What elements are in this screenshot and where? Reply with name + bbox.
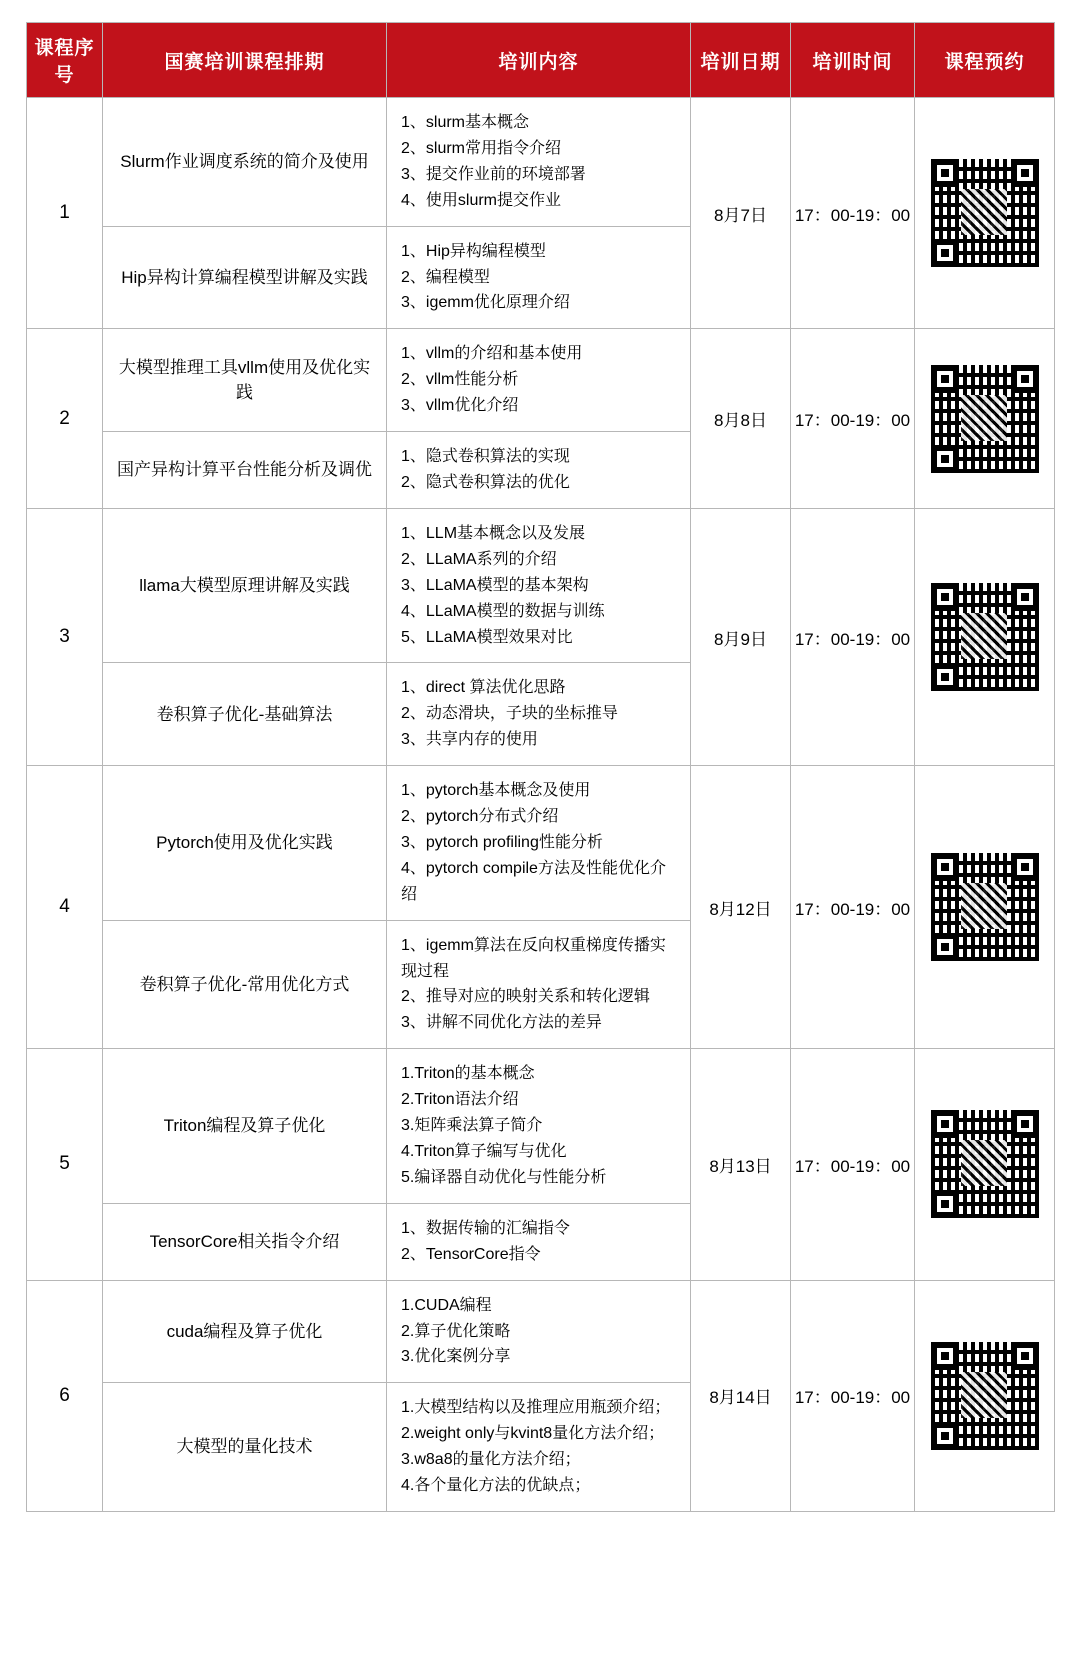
content-line: 2、编程模型	[401, 268, 490, 286]
qr-code-icon[interactable]	[931, 365, 1039, 473]
qr-data-region	[961, 395, 1007, 441]
course-content-cell	[387, 1383, 691, 1512]
content-line: 3、LLaMA模型的基本架构	[401, 576, 589, 594]
content-line: 1、Hip异构编程模型	[401, 242, 546, 260]
content-line: 1、slurm基本概念	[401, 114, 530, 131]
table-row	[27, 766, 1055, 921]
qr-code-icon[interactable]	[931, 159, 1039, 267]
content-line: 1、pytorch基本概念及使用	[401, 782, 591, 800]
course-content-cell	[387, 329, 691, 432]
course-title-cell: Triton编程及算子优化	[103, 1049, 387, 1204]
course-title-cell: cuda编程及算子优化	[103, 1280, 387, 1383]
qr-finder-pattern	[931, 663, 959, 691]
course-content-cell	[387, 508, 691, 663]
qr-finder-pattern	[931, 1422, 959, 1450]
training-schedule-table	[26, 22, 1055, 1512]
course-title-cell: 国产异构计算平台性能分析及调优	[103, 432, 387, 509]
qr-code-icon[interactable]	[931, 1110, 1039, 1218]
qr-data-region	[961, 883, 1007, 929]
column-header-date: 培训日期	[691, 23, 791, 98]
course-title-cell: Hip异构计算编程模型讲解及实践	[103, 226, 387, 329]
course-index-cell: 3	[27, 508, 103, 765]
booking-qr-cell[interactable]	[915, 1049, 1055, 1280]
content-line: 2、推导对应的映射关系和转化逻辑	[401, 988, 650, 1006]
content-line: 1.大模型结构以及推理应用瓶颈介绍；	[401, 1399, 671, 1417]
content-line: 2.Triton语法介绍	[401, 1091, 519, 1109]
content-line: 3、讲解不同优化方法的差异	[401, 1014, 602, 1032]
content-line: 3、pytorch profiling性能分析	[401, 833, 603, 851]
training-date-cell: 8月12日	[691, 766, 791, 1049]
table-row	[27, 98, 1055, 227]
training-date-cell: 8月7日	[691, 98, 791, 329]
course-content-cell	[387, 98, 691, 227]
course-title-cell: 大模型推理工具vllm使用及优化实践	[103, 329, 387, 432]
content-line: 2、vllm性能分析	[401, 371, 519, 389]
course-title-cell: 卷积算子优化-基础算法	[103, 663, 387, 766]
course-content-cell	[387, 766, 691, 921]
training-date-cell: 8月13日	[691, 1049, 791, 1280]
qr-finder-pattern	[931, 445, 959, 473]
course-content-cell	[387, 920, 691, 1049]
content-line: 3、提交作业前的环境部署	[401, 165, 586, 183]
content-line: 1、隐式卷积算法的实现	[401, 448, 570, 466]
training-time-cell: 17：00-19：00	[791, 508, 915, 765]
content-line: 1.CUDA编程	[401, 1296, 492, 1314]
booking-qr-cell[interactable]	[915, 508, 1055, 765]
qr-code-icon[interactable]	[931, 583, 1039, 691]
content-line: 2、TensorCore指令	[401, 1245, 541, 1263]
content-line: 4、LLaMA模型的数据与训练	[401, 602, 605, 620]
training-time-cell: 17：00-19：00	[791, 1049, 915, 1280]
content-line: 2.weight only与kvint8量化方法介绍；	[401, 1425, 665, 1443]
content-line: 3.矩阵乘法算子简介	[401, 1117, 543, 1135]
column-header-course: 国赛培训课程排期	[103, 23, 387, 98]
content-line: 2、隐式卷积算法的优化	[401, 473, 570, 491]
course-index-cell: 6	[27, 1280, 103, 1511]
content-line: 2.算子优化策略	[401, 1322, 511, 1340]
course-title-cell: llama大模型原理讲解及实践	[103, 508, 387, 663]
qr-data-region	[961, 189, 1007, 235]
booking-qr-cell[interactable]	[915, 98, 1055, 329]
qr-code-icon[interactable]	[931, 853, 1039, 961]
booking-qr-cell[interactable]	[915, 1280, 1055, 1511]
content-line: 3.优化案例分享	[401, 1348, 511, 1366]
table-row	[27, 1280, 1055, 1383]
qr-data-region	[961, 1372, 1007, 1418]
table-header	[27, 23, 1055, 98]
table-row	[27, 1049, 1055, 1204]
column-header-booking: 课程预约	[915, 23, 1055, 98]
course-content-cell	[387, 1280, 691, 1383]
content-line: 4、pytorch compile方法及性能优化介绍	[401, 859, 666, 903]
content-line: 4.Triton算子编写与优化	[401, 1143, 567, 1160]
course-title-cell: 大模型的量化技术	[103, 1383, 387, 1512]
table-body	[27, 98, 1055, 1512]
course-index-cell: 1	[27, 98, 103, 329]
qr-finder-pattern	[931, 239, 959, 267]
qr-data-region	[961, 613, 1007, 659]
course-title-cell: 卷积算子优化-常用优化方式	[103, 920, 387, 1049]
course-index-cell: 4	[27, 766, 103, 1049]
content-line: 1.Triton的基本概念	[401, 1065, 535, 1083]
content-line: 3.w8a8的量化方法介绍；	[401, 1451, 581, 1469]
qr-finder-pattern	[931, 1190, 959, 1218]
column-header-index: 课程序号	[27, 23, 103, 98]
course-index-cell: 2	[27, 329, 103, 509]
content-line: 3、共享内存的使用	[401, 731, 538, 749]
course-title-cell: Slurm作业调度系统的简介及使用	[103, 98, 387, 227]
column-header-content: 培训内容	[387, 23, 691, 98]
content-line: 3、igemm优化原理介绍	[401, 294, 570, 312]
content-line: 1、数据传输的汇编指令	[401, 1219, 570, 1237]
course-index-cell: 5	[27, 1049, 103, 1280]
qr-code-icon[interactable]	[931, 1342, 1039, 1450]
training-time-cell: 17：00-19：00	[791, 98, 915, 329]
header-row	[27, 23, 1055, 98]
table-row	[27, 508, 1055, 663]
column-header-time: 培训时间	[791, 23, 915, 98]
content-line: 1、vllm的介绍和基本使用	[401, 345, 583, 363]
content-line: 3、vllm优化介绍	[401, 397, 519, 415]
course-title-cell: TensorCore相关指令介绍	[103, 1203, 387, 1280]
booking-qr-cell[interactable]	[915, 329, 1055, 509]
content-line: 1、direct 算法优化思路	[401, 679, 566, 697]
content-line: 2、pytorch分布式介绍	[401, 808, 559, 826]
content-line: 4、使用slurm提交作业	[401, 191, 562, 209]
content-line: 1、igemm算法在反向权重梯度传播实现过程	[401, 936, 666, 980]
content-line: 2、LLaMA系列的介绍	[401, 550, 557, 568]
training-date-cell: 8月14日	[691, 1280, 791, 1511]
training-time-cell: 17：00-19：00	[791, 766, 915, 1049]
course-content-cell	[387, 663, 691, 766]
course-content-cell	[387, 226, 691, 329]
training-date-cell: 8月9日	[691, 508, 791, 765]
qr-finder-pattern	[931, 933, 959, 961]
qr-data-region	[961, 1140, 1007, 1186]
content-line: 2、动态滑块，子块的坐标推导	[401, 705, 618, 723]
content-line: 2、slurm常用指令介绍	[401, 139, 562, 157]
course-title-cell: Pytorch使用及优化实践	[103, 766, 387, 921]
content-line: 4.各个量化方法的优缺点；	[401, 1477, 591, 1495]
course-content-cell	[387, 432, 691, 509]
table-row	[27, 329, 1055, 432]
course-content-cell	[387, 1049, 691, 1204]
content-line: 5.编译器自动优化与性能分析	[401, 1168, 607, 1186]
content-line: 5、LLaMA模型效果对比	[401, 628, 573, 646]
training-time-cell: 17：00-19：00	[791, 1280, 915, 1511]
training-date-cell: 8月8日	[691, 329, 791, 509]
content-line: 1、LLM基本概念以及发展	[401, 524, 586, 542]
course-content-cell	[387, 1203, 691, 1280]
training-time-cell: 17：00-19：00	[791, 329, 915, 509]
booking-qr-cell[interactable]	[915, 766, 1055, 1049]
